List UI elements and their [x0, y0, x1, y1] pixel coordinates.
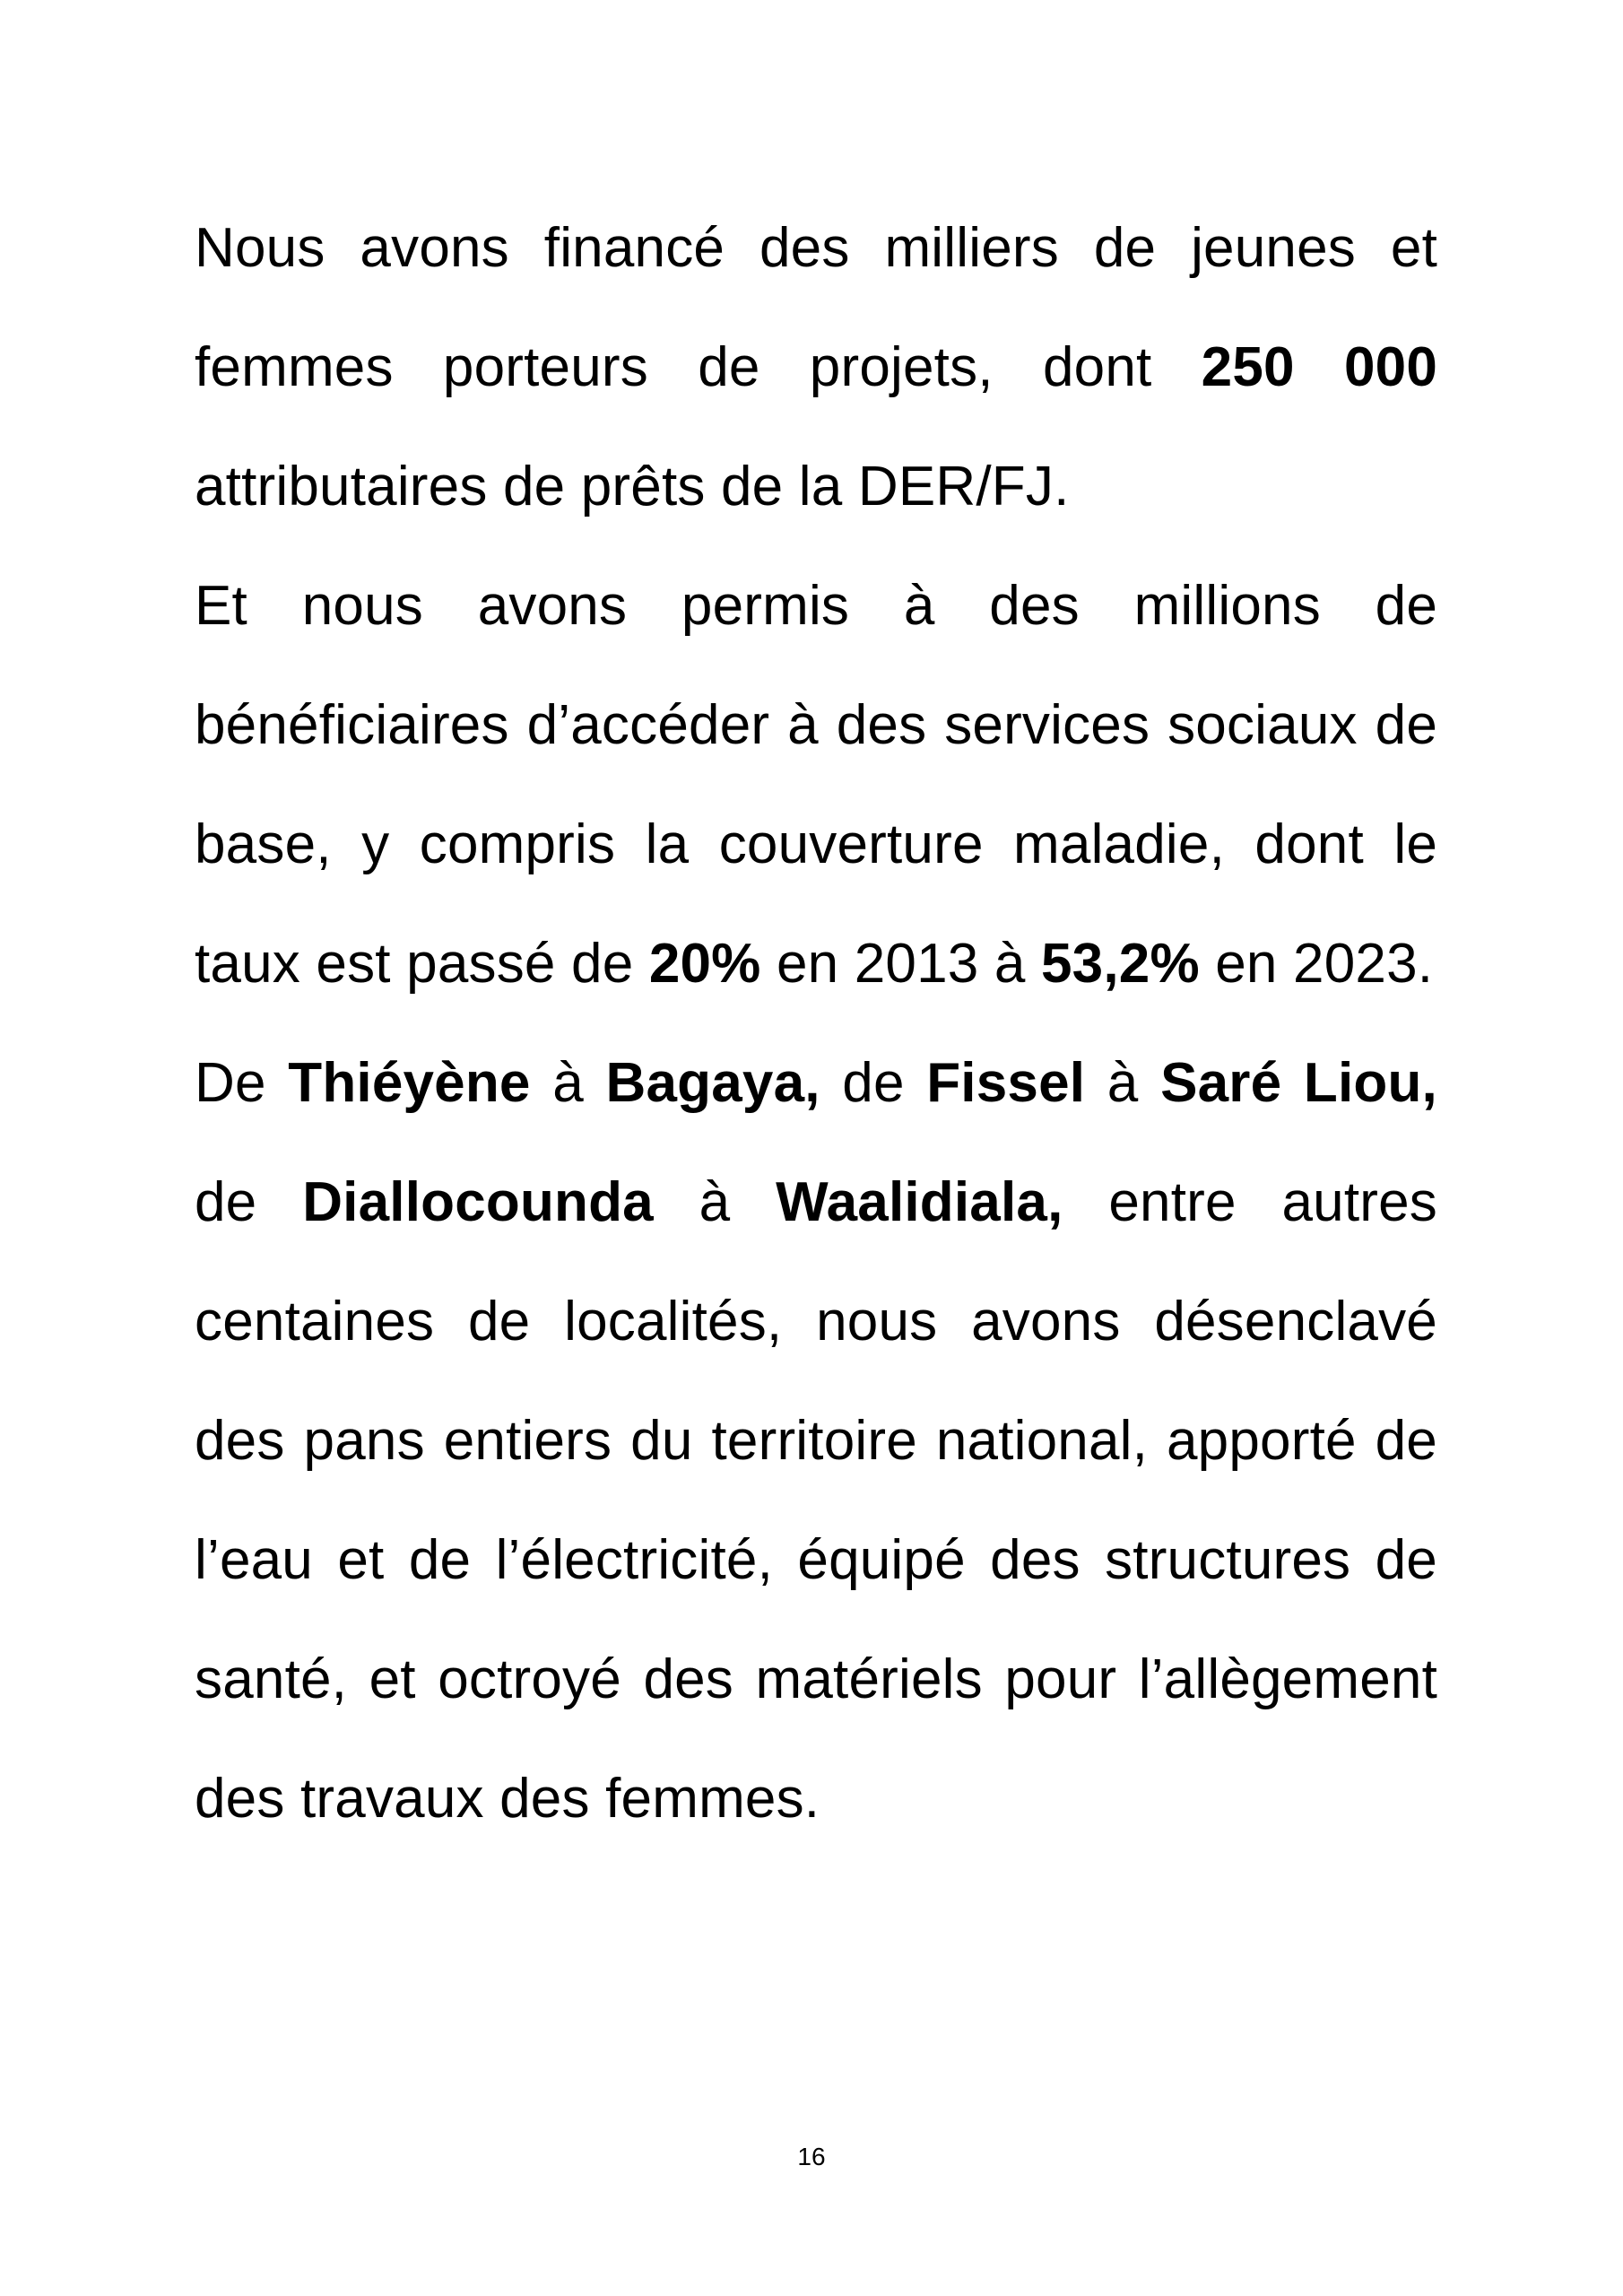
- bold-figure: 250 000: [1201, 336, 1437, 398]
- bold-locality: Fissel: [926, 1052, 1086, 1114]
- text-run: de: [195, 1171, 303, 1233]
- text-run: Et nous avons permis à des millions de bénéficiaires d’accéder à des services sociaux de base, y compris la couverture maladie, dont le taux est passé de: [195, 575, 1437, 995]
- paragraph-localities: [195, 1023, 1437, 1858]
- paragraph-social-services: [195, 546, 1437, 1023]
- bold-locality: Bagaya,: [605, 1052, 820, 1114]
- text-run: à: [1085, 1052, 1161, 1114]
- text-run: en 2013 à: [760, 933, 1041, 995]
- bold-figure: 53,2%: [1041, 933, 1200, 995]
- bold-figure: 20%: [648, 933, 761, 995]
- text-run: attributaires de prêts de la DER/FJ.: [195, 456, 1070, 517]
- bold-locality: Saré Liou,: [1160, 1052, 1437, 1114]
- body-text: [195, 188, 1437, 1858]
- text-run: de: [820, 1052, 927, 1114]
- bold-locality: Waalidiala,: [776, 1171, 1063, 1233]
- text-run: à: [653, 1171, 777, 1233]
- page-number: 16: [797, 2143, 826, 2170]
- text-run: De: [195, 1052, 289, 1114]
- text-run: entre autres centaines de localités, nous avons désenclavé des pans entiers du territoire national, apporté de l’eau et de l’électricité, équipé des structures de santé, et octroyé des matériels pour l’allègement des travaux des femmes.: [195, 1171, 1437, 1830]
- text-run: à: [530, 1052, 606, 1114]
- bold-locality: Thiéyène: [288, 1052, 531, 1114]
- paragraph-financing: [195, 188, 1437, 546]
- text-run: en 2023.: [1199, 933, 1434, 995]
- text-run: Nous avons financé des milliers de jeunes et femmes porteurs de projets, dont: [195, 217, 1437, 398]
- bold-locality: Diallocounda: [302, 1171, 654, 1233]
